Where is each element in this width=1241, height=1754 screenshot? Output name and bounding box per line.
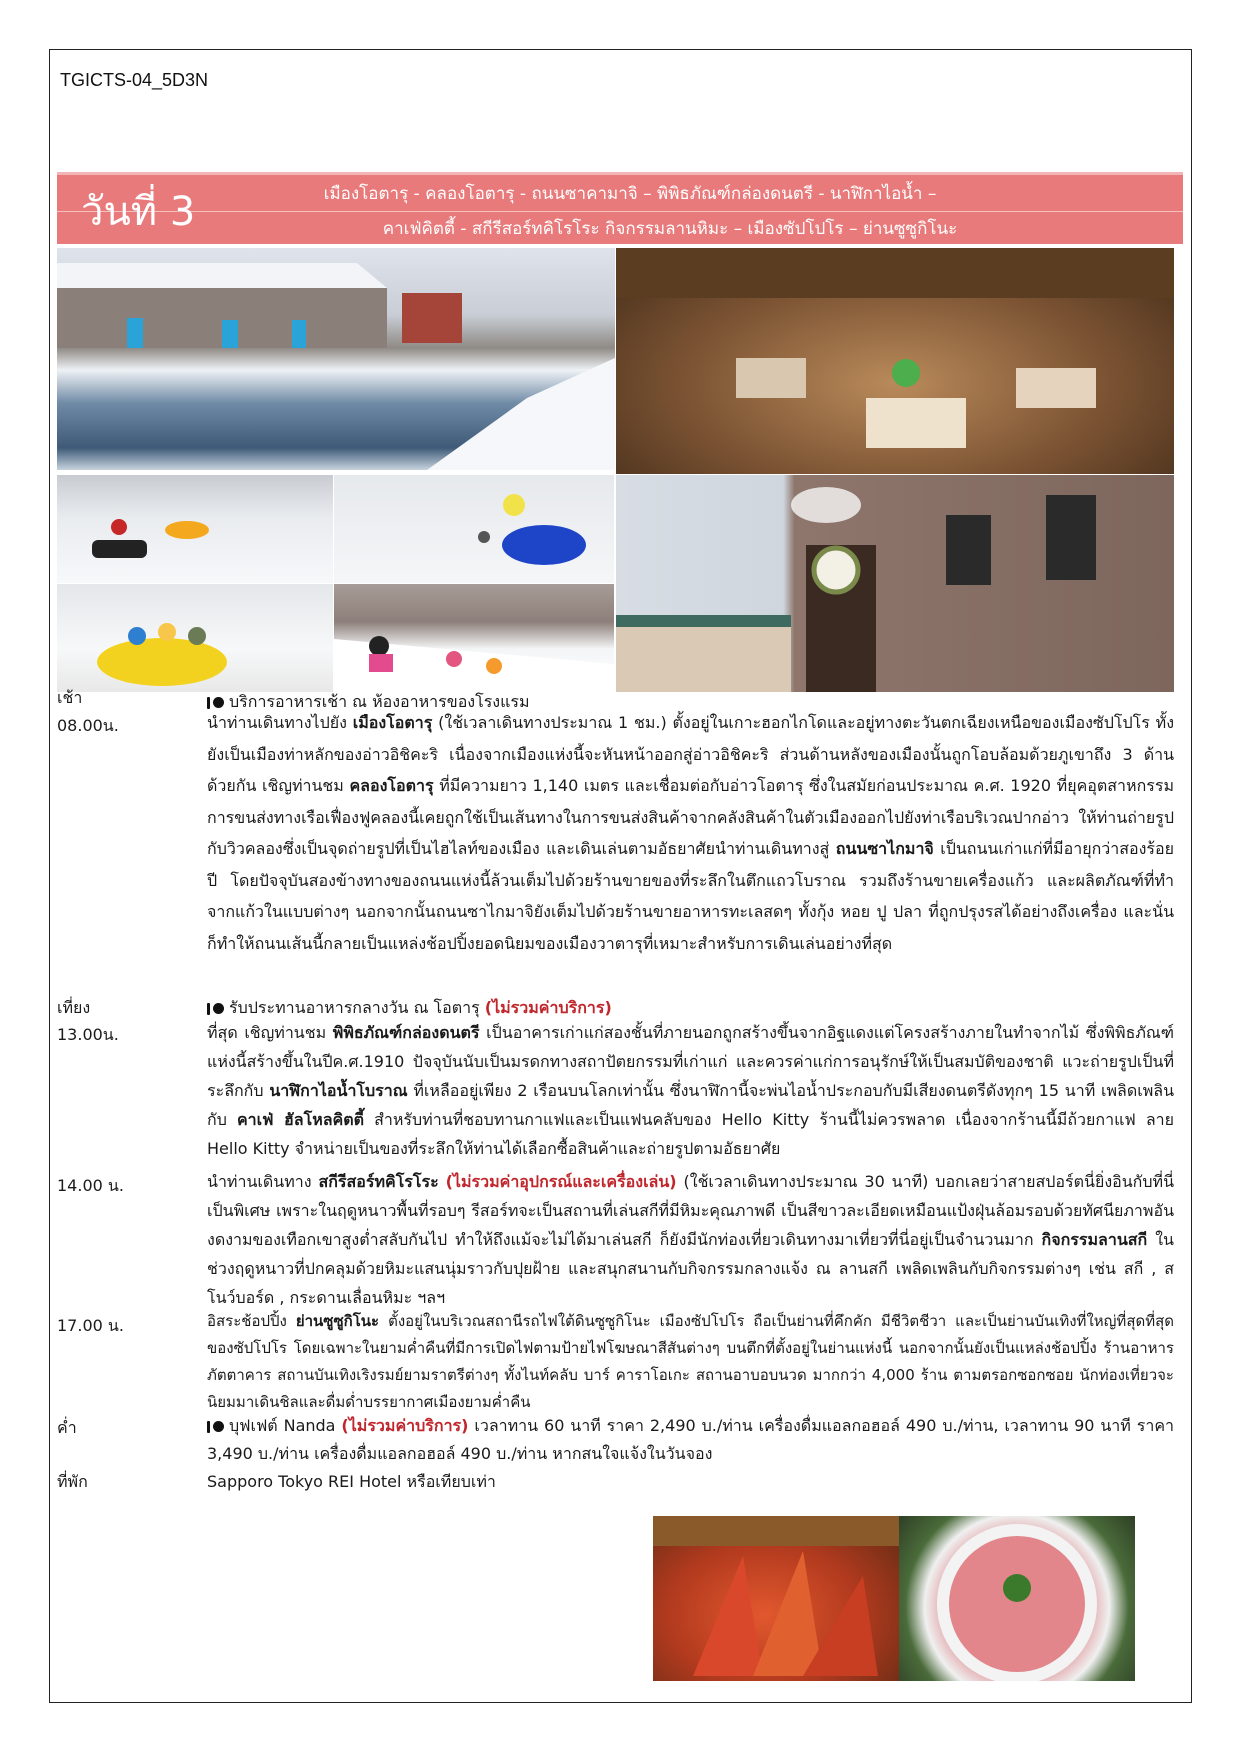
display-table-shape [866, 398, 966, 448]
body-text: เป็นอาคารเก่าแก่สองชั้นที่ภายนอกถูกสร้างขึ้นจากอิฐแดงแต่โครงสร้างภายในทำจากไม้ ซึ่งพิพิธภัณฑ์แห่งนี้สร้างขึ้นในปีค.ศ.1910 ปัจจุบันนับเป็นมรดกทางสถาปัตยกรรมที่เก่าแก่ และควรค่าแก่การอนุรักษ์ให้เป็นสมบัติของชาติ แวะถ่ายรูปเป็นที่ระลึกกับ [207, 1023, 1174, 1100]
rider-shape [128, 627, 146, 645]
snow-bike-illustration [334, 475, 614, 583]
beef-illustration [899, 1516, 1135, 1681]
sliced-beef-shape [949, 1536, 1085, 1672]
body-text: ที่สุด เชิญท่านชม [207, 1023, 333, 1042]
rider-shape [111, 519, 127, 535]
rider-shape [503, 494, 525, 516]
destinations-line-2: คาเฟ่คิตตี้ - สกีรีสอร์ทคิโรโระ กิจกรรมลานหิมะ – เมืองซัปโปโร – ย่านซูซูกิโนะ [382, 219, 958, 239]
highlight-place: คาเฟ่ ฮัลโหลคิตตี้ [236, 1110, 365, 1129]
child-shape [369, 654, 393, 672]
otaru-canal-photo [57, 248, 615, 470]
body-text: ตั้งอยู่ในบริเวณสถานีรถไฟใต้ดินซูซูกิโนะ เมืองซัปโปโร ถือเป็นย่านที่คึกคัก มีชีวิตชีวา และเป็นย่านบันเทิงที่ใหญ่ที่สุดที่สุดของซัปโปโร โดยเฉพาะในยามค่ำคืนที่มีการเปิดไฟตามป้ายไฟโฆษณาสีสันต่างๆ บนตึกที่ตั้งอยู่ในย่านแห่งนี้ นอกจากนั้นยังเป็นแหล่งช้อปปิ้ง ร้านอาหาร ภัตตาคาร สถานบันเทิงเริงรมย์ยามราตรีต่างๆ ทั้งไนท์คลับ บาร์ คาราโอเกะ สถานอาบอบนวด มากกว่า 4,000 ร้าน ตามตรอกซอกซอย นักท่องเที่ยวจะนิยมมาเดินชิลและดื่มด่ำบรรยากาศเมืองยามค่ำคืน [207, 1312, 1175, 1411]
body-text: ที่เหลืออยู่เพียง 2 เรือนบนโลกเท่านั้น ซึ่งนาฬิกานี้จะพ่นไอน้ำประกอบกับมีเสียงดนตรีดังทุกๆ 15 นาที เพลิดเพลินกับ [207, 1081, 1175, 1129]
rider-shape [188, 627, 206, 645]
sledding-illustration [334, 584, 614, 692]
steam-shape [791, 487, 861, 523]
rider-shape [158, 623, 176, 641]
time-label: 14.00 น. [57, 1176, 124, 1195]
tube-shape [165, 521, 209, 539]
window-shape [1046, 495, 1096, 580]
highlight-place: พิพิธภัณฑ์กล่องดนตรี [332, 1023, 480, 1042]
banner-divider [57, 211, 1183, 212]
time-label: เที่ยง [57, 998, 91, 1017]
highlight-place: เมืองโอตารุ [352, 713, 433, 732]
snowmobile-photo [57, 475, 333, 583]
schedule-content [207, 1412, 1174, 1468]
not-included-note: (ไม่รวมค่าบริการ) [484, 998, 612, 1017]
breakfast-text: บริการอาหารเช้า ณ ห้องอาหารของโรงแรม [229, 692, 530, 711]
dinner-text [207, 1416, 1174, 1463]
display-table-shape [1016, 368, 1096, 408]
child-shape [369, 636, 389, 656]
dining-icon [207, 1421, 224, 1433]
crab-leg-shape [693, 1556, 763, 1676]
snow-roof-shape [57, 263, 387, 288]
schedule-content [207, 1167, 1174, 1312]
schedule-row-1300 [57, 1018, 1174, 1168]
time-label: เช้า [57, 688, 83, 707]
snowmobile-shape [92, 540, 147, 558]
blue-door-shape [127, 318, 143, 348]
time-label: 13.00น. [57, 1025, 119, 1044]
rider-shape [478, 531, 490, 543]
shop-roof-shape [616, 615, 791, 627]
highlight-place: ย่านซูซูกิโนะ [295, 1312, 380, 1330]
body-text: (ใช้เวลาเดินทางประมาณ 1 ชม.) ตั้งอยู่ในเกาะฮอกไกโดและอยู่ทางตะวันตกเฉียงเหนือของเมืองซัปโปโร ทั้งยังเป็นเมืองท่าหลักของอ่าวอิชิคะริ เนื่องจากเมืองแห่งนี้จะหันหน้าออกสู่อ่าวอิชิคะริ ส่วนด้านหลังของเมืองนั้นถูกโอบล้อมด้วยภูเขาถึง 3 ด้านด้วยกัน เชิญท่านชม [207, 713, 1174, 795]
not-included-note: (ไม่รวมค่าอุปกรณ์และเครื่องเล่น) [445, 1172, 677, 1191]
blue-door-shape [222, 320, 238, 348]
schedule-content [207, 1018, 1174, 1163]
time-label: 17.00 น. [57, 1316, 124, 1335]
highlight-place: สกีรีสอร์ทคิโรโระ [318, 1172, 439, 1191]
time-label: 08.00น. [57, 716, 119, 735]
body-text: ที่มีความยาว 1,140 เมตร และเชื่อมต่อกับอ่าวโอตารุ ซึ่งในสมัยก่อนประมาณ ค.ศ. 1920 ที่ยุคอุตสาหกรรมการขนส่งทางเรือเฟื่องฟูคลองนี้เคยถูกใช้เป็นเส้นทางในการขนส่งสินค้าจากคลังสินค้าในตัวเมืองออกไปยังท่าเรือบริเวณปากอ่าว ให้ท่านถ่ายรูปกับวิวคลองซึ่งเป็นจุดถ่ายรูปที่เป็นไฮไลท์ของเมือง และเดินเล่นตามอัธยาศัยนำท่านเดินทางสู่ [207, 776, 1174, 858]
snow-bike-photo [334, 475, 614, 583]
body-text: บุฟเฟต์ Nanda [229, 1416, 342, 1435]
body-text [439, 1172, 446, 1191]
body-text: นำท่านเดินทางไปยัง [207, 713, 353, 732]
snow-tubing-photo [57, 584, 333, 692]
time-label: ค่ำ [57, 1418, 77, 1437]
schedule-row-hotel [57, 1470, 1174, 1496]
blue-door-shape [292, 320, 306, 348]
schedule-row-0800 [57, 707, 1174, 987]
body-text: นำท่านเดินทาง [207, 1172, 319, 1191]
snow-sledding-photo [334, 584, 614, 692]
raft-shape [97, 638, 227, 686]
body-text: สำหรับท่านที่ชอบทานกาแฟและเป็นแฟนคลับของ Hello Kitty ร้านนี้ไม่ควรพลาด เนื่องจากร้านนี้มีถ้วยกาแฟ ลาย Hello Kitty จำหน่ายเป็นของที่ระลึกให้ท่านได้เลือกซื้อสินค้าและถ่ายรูปตามอัธยาศัย [207, 1110, 1174, 1158]
market-hall-photo [616, 248, 1174, 474]
schedule-row-1700 [57, 1308, 1174, 1418]
child-shape [446, 651, 462, 667]
schedule-content [207, 1308, 1174, 1416]
crab-illustration [653, 1516, 899, 1681]
red-building-shape [402, 293, 462, 343]
window-shape [946, 515, 991, 585]
body-text: อิสระช้อปปิ้ง [207, 1312, 296, 1330]
parsley-garnish-shape [1003, 1574, 1031, 1602]
destinations-line-1: เมืองโอตารุ - คลองโอตารุ - ถนนซาคามาจิ – พิพิธภัณฑ์กล่องดนตรี - นาฬิกาไอน้ำ – [323, 184, 937, 204]
highlight-place: นาฬิกาไอน้ำโบราณ [269, 1081, 408, 1100]
ceiling-beams-shape [616, 248, 1174, 298]
not-included-note: (ไม่รวมค่าบริการ) [341, 1416, 469, 1435]
schedule-content [207, 996, 1174, 1020]
snowbank-shape [427, 358, 615, 470]
schedule-content [207, 707, 1174, 959]
document-code: TGICTS-04_5D3N [60, 70, 209, 90]
highlight-place: กิจกรรมลานสกี [1041, 1230, 1148, 1249]
body-text: เวลาทาน 60 นาที ราคา 2,490 บ./ท่าน เครื่องดื่มแอลกอฮอล์ 490 บ./ท่าน, เวลาทาน 90 นาที ราคา 3,490 บ./ท่าน เครื่องดื่มแอลกอฮอล์ 490 บ./ท่าน หากสนใจแจ้งในวันจอง [207, 1416, 1175, 1463]
crab-leg-shape [753, 1551, 823, 1676]
body-text: ในช่วงฤดูหนาวที่ปกคลุมด้วยหิมะแสนนุ่มราวกับปุยฝ้าย และสนุกสนานกับกิจกรรมกลางแจ้ง ณ ลานสกี เพลิดเพลินกับกิจกรรมต่างๆ เช่น สกี , สโนว์บอร์ด , กระดานเลื่อนหิมะ ฯลฯ [207, 1230, 1174, 1307]
child-shape [486, 658, 502, 674]
snow-bike-shape [502, 525, 586, 565]
snowmobile-illustration [57, 475, 333, 583]
dining-icon [207, 1003, 224, 1015]
market-illustration [616, 248, 1174, 474]
highlight-place: คลองโอตารุ [349, 776, 434, 795]
crab-buffet-photo [653, 1516, 899, 1681]
wagyu-beef-photo [899, 1516, 1135, 1681]
day-banner [57, 172, 1183, 244]
schedule-row-lunch [57, 996, 1174, 1020]
counter-shape [653, 1516, 899, 1546]
canal-illustration [57, 248, 615, 470]
hotel-text: Sapporo Tokyo REI Hotel หรือเทียบเท่า [207, 1472, 496, 1491]
day-label: วันที่ 3 [81, 189, 196, 235]
time-label: ที่พัก [57, 1472, 88, 1491]
body-text: เป็นถนนเก่าแก่ที่มีอายุกว่าสองร้อยปี โดยปัจจุบันสองข้างทางของถนนแห่งนี้ล้วนเต็มไปด้วยร้านขายของที่ระลึกในตึกแถวโบราณ รวมถึงร้านขายเครื่องแก้ว และผลิตภัณฑ์ที่ทำจากแก้วในแบบต่างๆ นอกจากนั้นถนนซาไกมาจิยังเต็มไปด้วยร้านขายอาหารทะเลสดๆ ทั้งกุ้ง หอย ปู ปลา ที่ถูกปรุงรสได้อย่างถึงเครื่อง และนั่นก็ทำให้ถนนเส้นนี้กลายเป็นแหล่งช้อปปิ้งยอดนิยมของเมืองวาตารุที่เหมาะสำหรับการเดินเล่นอย่างที่สุด [207, 839, 1175, 953]
clock-face-shape [814, 548, 858, 592]
snow-tubing-illustration [57, 584, 333, 692]
steam-clock-photo [616, 475, 1174, 692]
body-text: (ใช้เวลาเดินทางประมาณ 30 นาที) บอกเลยว่าสายสปอร์ตนี่ยิ่งอินกับที่นี่เป็นพิเศษ เพราะในฤดูหนาวพื้นที่รอบๆ รีสอร์ทจะเป็นสถานที่เล่นสกีที่มีหิมะคุณภาพดี เป็นสีขาวละเอียดเหมือนแป้งฝุ่นล้อมรอบด้วยทัศนียภาพอันงดงามของเทือกเขาสูงต่ำสลับกันไป ทำให้ถึงแม้จะไม่ได้มาเล่นสกี ก็ยังมีนักท่องเที่ยวเดินทางมาเที่ยวที่นี่อยู่เป็นจำนวนมาก [207, 1172, 1174, 1249]
lunch-text: รับประทานอาหารกลางวัน ณ โอตารุ [229, 998, 485, 1017]
steam-clock-illustration [616, 475, 1174, 692]
schedule-row-1400 [57, 1167, 1174, 1307]
shop-building-shape [616, 625, 791, 692]
display-table-shape [736, 358, 806, 398]
green-figure-shape [892, 359, 920, 387]
schedule-row-dinner [57, 1412, 1174, 1468]
highlight-place: ถนนซาไกมาจิ [835, 839, 934, 858]
